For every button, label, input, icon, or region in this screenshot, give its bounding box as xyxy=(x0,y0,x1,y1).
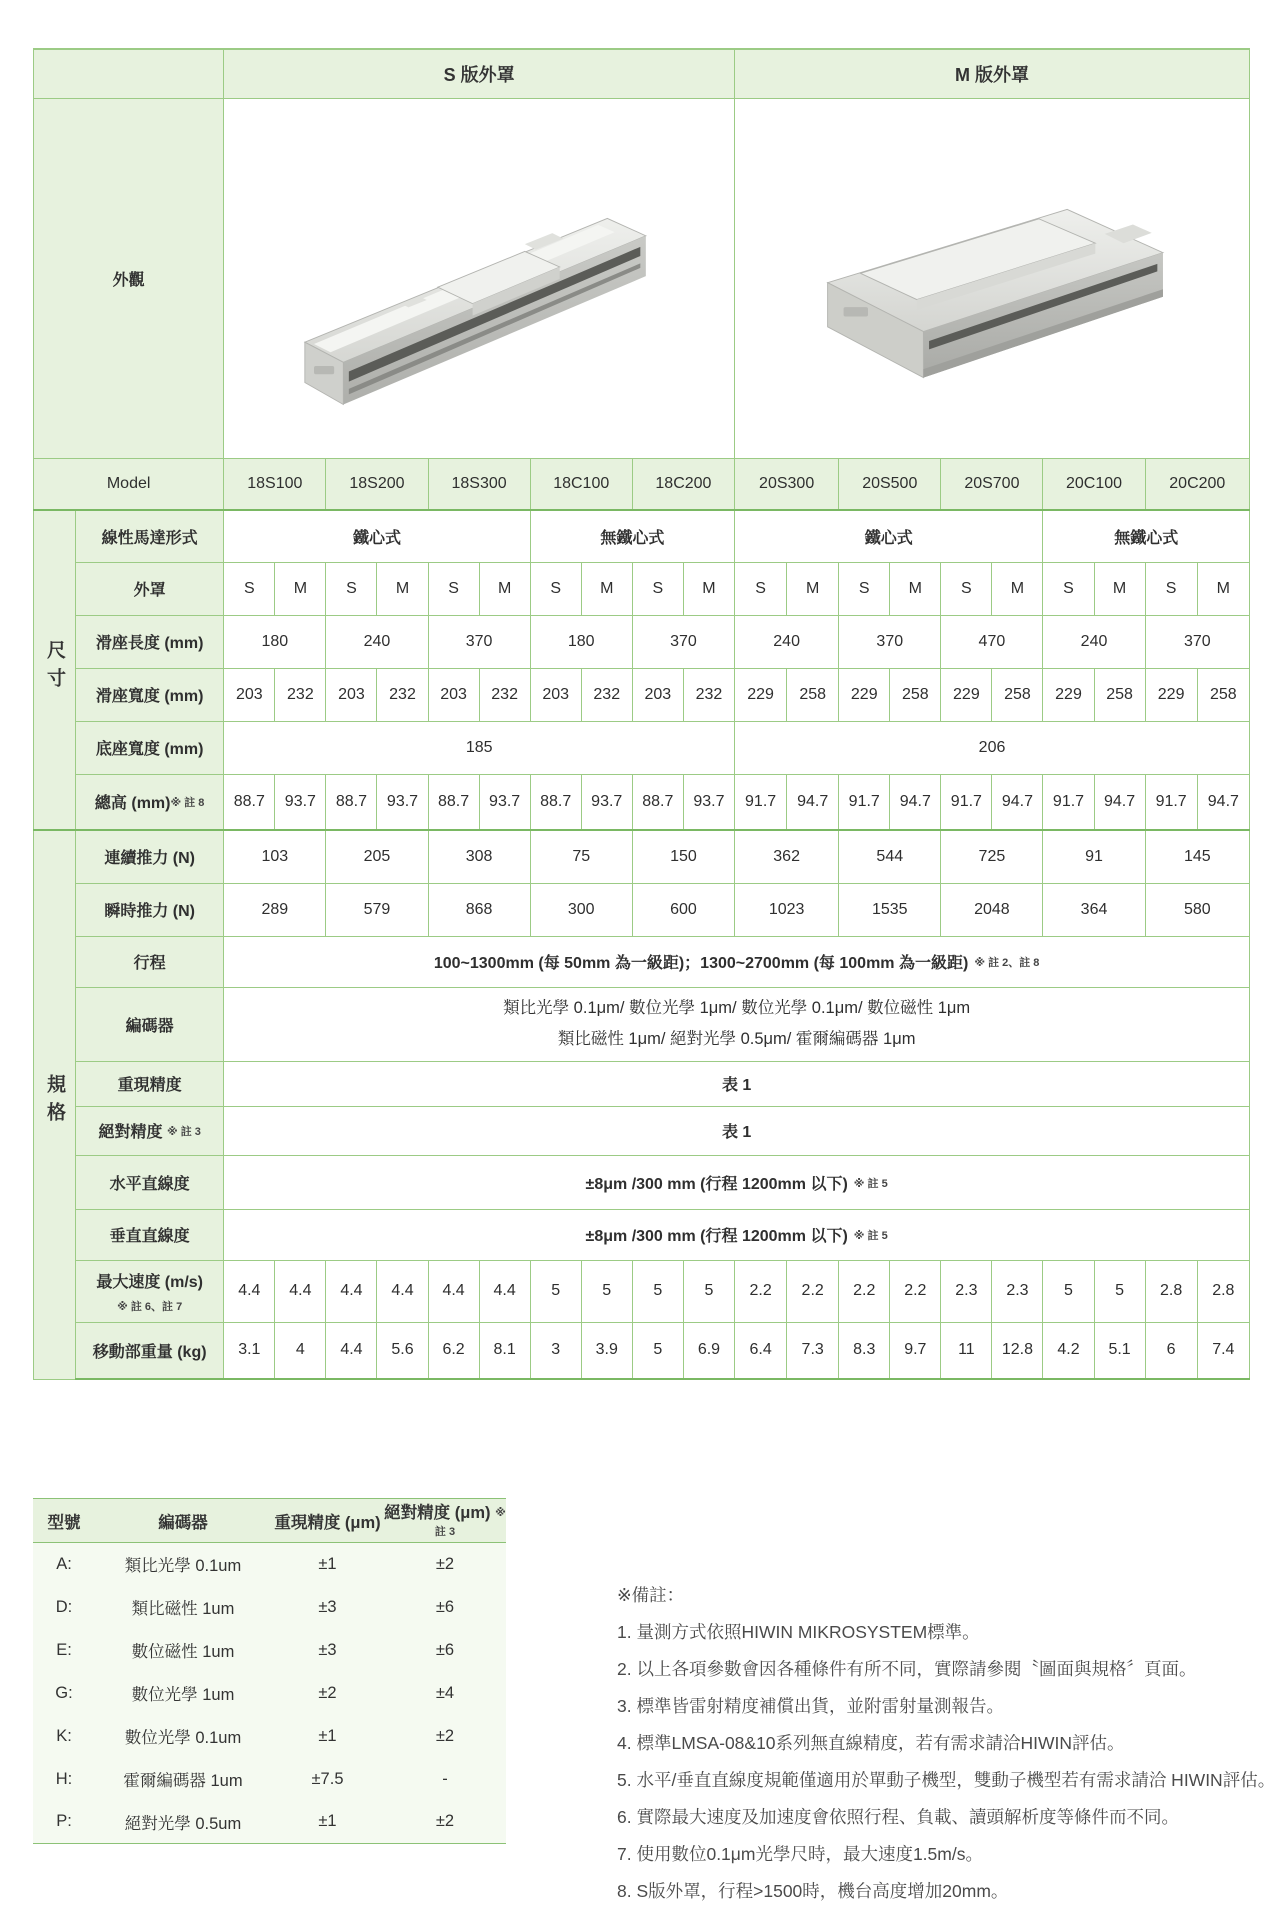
remark-item: 4. 標準LMSA-08&10系列無直線精度，若有需求請洽HIWIN評估。 xyxy=(617,1733,1125,1753)
value-cell: 4.2 xyxy=(1043,1322,1094,1379)
value-cell: 5 xyxy=(632,1260,683,1322)
col-header-encoder: 編碼器 xyxy=(95,1499,271,1543)
encoder-code: H: xyxy=(33,1758,95,1801)
value-cell: S xyxy=(941,562,992,615)
value-cell: 725 xyxy=(941,830,1043,883)
value-cell: 6.4 xyxy=(735,1322,787,1379)
value-cell: 180 xyxy=(224,615,326,668)
value-cell: 370 xyxy=(632,615,734,668)
value-cell: 3 xyxy=(530,1322,581,1379)
value-cell: 3.1 xyxy=(224,1322,275,1379)
encoder-type: 霍爾編碼器 1um xyxy=(95,1758,271,1801)
value-cell: 12.8 xyxy=(992,1322,1043,1379)
value-cell: 4 xyxy=(275,1322,326,1379)
note-ref: ※ 註 2、註 8 xyxy=(974,957,1040,969)
product-photo-s-cell xyxy=(224,98,735,458)
value-cell: S xyxy=(735,562,787,615)
remark-item: 3. 標準皆雷射精度補償出貨，並附雷射量測報告。 xyxy=(617,1696,1004,1716)
value-cell: M xyxy=(890,562,941,615)
value-cell: 93.7 xyxy=(479,774,530,830)
value-cell: 93.7 xyxy=(377,774,428,830)
value-cell: 5 xyxy=(1094,1260,1145,1322)
abs-accuracy-value: - xyxy=(384,1758,506,1801)
remark-item: 2. 以上各項參數會因各種條件有所不同，實際請參閱〝圖面與規格〞頁面。 xyxy=(617,1659,1197,1679)
encoder-type: 類比光學 0.1um xyxy=(95,1543,271,1586)
value-cell: S xyxy=(224,562,275,615)
abs-accuracy-value: ±2 xyxy=(384,1715,506,1758)
remark-item: 6. 實際最大速度及加速度會依照行程、負載、讀頭解析度等條件而不同。 xyxy=(617,1807,1179,1827)
value-cell: 4.4 xyxy=(377,1260,428,1322)
remarks-block xyxy=(617,1577,1279,1910)
s-cover-title: S 版外罩 xyxy=(443,64,515,85)
row-label-encoder: 編碼器 xyxy=(76,987,224,1061)
value-cell: 1535 xyxy=(839,883,941,936)
value-cell: 370 xyxy=(428,615,530,668)
value-cell: 370 xyxy=(1145,615,1249,668)
abs-accuracy-value: ±2 xyxy=(384,1801,506,1844)
note-ref: ※ 註 8 xyxy=(170,797,205,810)
value-cell: 7.4 xyxy=(1197,1322,1249,1379)
model-name: 18S100 xyxy=(224,458,326,510)
encoder-options-line2: 類比磁性 1μm/ 絕對光學 0.5μm/ 霍爾編碼器 1μm xyxy=(557,1030,916,1048)
value-cell: 2.3 xyxy=(992,1260,1043,1322)
value-cell: 205 xyxy=(326,830,428,883)
encoder-type: 絕對光學 0.5um xyxy=(95,1801,271,1844)
remark-item: 8. S版外罩，行程>1500時，機台高度增加20mm。 xyxy=(617,1881,1009,1901)
value-cell: 2048 xyxy=(941,883,1043,936)
value-cell: 9.7 xyxy=(890,1322,941,1379)
value-cell: 300 xyxy=(530,883,632,936)
value-cell: 94.7 xyxy=(787,774,839,830)
table-row xyxy=(33,1758,506,1801)
main-spec-table xyxy=(33,48,1250,1380)
value-cell: 鐵心式 xyxy=(224,510,530,562)
table-row xyxy=(33,1672,506,1715)
value-cell: 229 xyxy=(839,668,890,721)
row-encoder xyxy=(34,987,1250,1061)
abs-accuracy-value: ±2 xyxy=(384,1543,506,1586)
col-header-code: 型號 xyxy=(33,1499,95,1543)
value-cell: M xyxy=(1094,562,1145,615)
note-ref: ※ 註 5 xyxy=(853,1230,888,1242)
note-ref: ※ 註 6、註 7 xyxy=(117,1300,183,1313)
value-cell: S xyxy=(530,562,581,615)
row-repeatability xyxy=(34,1061,1250,1106)
value-cell: 93.7 xyxy=(581,774,632,830)
model-name: 20S500 xyxy=(839,458,941,510)
value-cell: 180 xyxy=(530,615,632,668)
value-cell: 203 xyxy=(326,668,377,721)
abs-accuracy-value: ±6 xyxy=(384,1586,506,1629)
value-cell: M xyxy=(377,562,428,615)
value-cell: 94.7 xyxy=(1197,774,1249,830)
remark-item: 5. 水平/垂直直線度規範僅適用於單動子機型，雙動子機型若有需求請洽 HIWIN評估。 xyxy=(617,1770,1276,1790)
value-cell: ±8μm /300 mm (行程 1200mm 以下) ※ 註 5 xyxy=(224,1155,1250,1209)
value-cell: 240 xyxy=(735,615,839,668)
model-row xyxy=(34,458,1250,510)
value-cell: M xyxy=(479,562,530,615)
value-cell: 5 xyxy=(683,1260,734,1322)
value-cell: 100~1300mm (每 50mm 為一級距)；1300~2700mm (每 100mm 為一級距) ※ 註 2、註 8 xyxy=(224,936,1250,987)
repeatability-value: ±3 xyxy=(271,1586,384,1629)
appearance-row xyxy=(34,98,1250,458)
value-cell: 5.1 xyxy=(1094,1322,1145,1379)
product-image-m xyxy=(757,123,1227,433)
row-slider-length xyxy=(34,615,1250,668)
value-cell: M xyxy=(275,562,326,615)
value-cell: 88.7 xyxy=(428,774,479,830)
value-cell: 8.1 xyxy=(479,1322,530,1379)
row-label-abs-accuracy: 絕對精度 ※ 註 3 xyxy=(76,1106,224,1155)
repeatability-value: ±7.5 xyxy=(271,1758,384,1801)
value-cell: 4.4 xyxy=(326,1322,377,1379)
value-cell: 258 xyxy=(1094,668,1145,721)
value-cell: 2.3 xyxy=(941,1260,992,1322)
row-v-straightness xyxy=(34,1209,1250,1260)
col-header-abs-accuracy: 絕對精度 (μm) ※ 註 3 xyxy=(384,1499,506,1543)
value-cell: 表 1 xyxy=(224,1106,1250,1155)
value-cell: S xyxy=(839,562,890,615)
value-cell: 4.4 xyxy=(479,1260,530,1322)
repeatability-value: ±1 xyxy=(271,1715,384,1758)
value-cell: 無鐵心式 xyxy=(530,510,734,562)
value-cell: 94.7 xyxy=(992,774,1043,830)
value-cell: 1023 xyxy=(735,883,839,936)
repeatability-value: ±1 xyxy=(271,1801,384,1844)
row-label-base-width: 底座寬度 (mm) xyxy=(76,721,224,774)
model-name: 18S300 xyxy=(428,458,530,510)
value-cell: 232 xyxy=(683,668,734,721)
value-cell: 2.2 xyxy=(787,1260,839,1322)
value-cell: 無鐵心式 xyxy=(1043,510,1250,562)
value-cell: 258 xyxy=(992,668,1043,721)
value-cell: 103 xyxy=(224,830,326,883)
value-cell: 91.7 xyxy=(941,774,992,830)
model-name: 20S300 xyxy=(735,458,839,510)
value-cell: 258 xyxy=(890,668,941,721)
value-cell: S xyxy=(428,562,479,615)
value-cell: 93.7 xyxy=(683,774,734,830)
row-label-max-speed: 最大速度 (m/s) ※ 註 6、註 7 xyxy=(76,1260,224,1322)
value-cell: 6 xyxy=(1145,1322,1197,1379)
value-cell: 2.2 xyxy=(735,1260,787,1322)
value-cell: 600 xyxy=(632,883,734,936)
encoder-accuracy-table xyxy=(33,1498,506,1844)
table-row xyxy=(33,1586,506,1629)
value-cell: 11 xyxy=(941,1322,992,1379)
value-cell: M xyxy=(683,562,734,615)
value-cell: 5 xyxy=(581,1260,632,1322)
m-cover-title: M 版外罩 xyxy=(955,64,1030,85)
value-cell: 232 xyxy=(377,668,428,721)
value-cell: S xyxy=(1145,562,1197,615)
row-stroke xyxy=(34,936,1250,987)
model-name: 18C200 xyxy=(632,458,734,510)
table-row xyxy=(33,1629,506,1672)
col-header-repeatability: 重現精度 (μm) xyxy=(271,1499,384,1543)
value-cell: 229 xyxy=(941,668,992,721)
row-label-moving-weight: 移動部重量 (kg) xyxy=(76,1322,224,1379)
value-cell: 364 xyxy=(1043,883,1145,936)
remark-item: 1. 量測方式依照HIWIN MIKROSYSTEM標準。 xyxy=(617,1622,980,1642)
value-cell: 6.9 xyxy=(683,1322,734,1379)
value-cell: 88.7 xyxy=(530,774,581,830)
value-cell: M xyxy=(787,562,839,615)
value-cell: 579 xyxy=(326,883,428,936)
value-cell: 868 xyxy=(428,883,530,936)
row-label-slider-length: 滑座長度 (mm) xyxy=(76,615,224,668)
section-label-specs: 規格 xyxy=(34,830,76,1379)
value-cell: 5 xyxy=(530,1260,581,1322)
encoder-code: K: xyxy=(33,1715,95,1758)
value-cell: 91.7 xyxy=(839,774,890,830)
value-cell: 232 xyxy=(479,668,530,721)
value-cell: 93.7 xyxy=(275,774,326,830)
value-cell: 308 xyxy=(428,830,530,883)
cover-header-row xyxy=(34,49,1250,98)
value-cell: 6.2 xyxy=(428,1322,479,1379)
value-cell: 229 xyxy=(735,668,787,721)
value-cell: 2.8 xyxy=(1145,1260,1197,1322)
value-cell: 88.7 xyxy=(632,774,683,830)
encoder-type: 數位光學 1um xyxy=(95,1672,271,1715)
value-cell: 150 xyxy=(632,830,734,883)
value-cell: M xyxy=(992,562,1043,615)
model-name: 20S700 xyxy=(941,458,1043,510)
row-label-repeatability: 重現精度 xyxy=(76,1061,224,1106)
product-photo-m-cell xyxy=(735,98,1250,458)
value-cell: 94.7 xyxy=(1094,774,1145,830)
repeatability-value: ±2 xyxy=(271,1672,384,1715)
value-cell: 4.4 xyxy=(326,1260,377,1322)
value-cell: 544 xyxy=(839,830,941,883)
encoder-code: P: xyxy=(33,1801,95,1844)
row-h-straightness xyxy=(34,1155,1250,1209)
m-cover-header xyxy=(735,49,1250,98)
s-cover-header xyxy=(224,49,735,98)
value-cell: 3.9 xyxy=(581,1322,632,1379)
row-label-slider-width: 滑座寬度 (mm) xyxy=(76,668,224,721)
row-abs-accuracy xyxy=(34,1106,1250,1155)
row-label-total-height: 總高 (mm)※ 註 8 xyxy=(76,774,224,830)
value-cell: 91.7 xyxy=(1043,774,1094,830)
encoder-type: 數位磁性 1um xyxy=(95,1629,271,1672)
value-cell: 145 xyxy=(1145,830,1249,883)
value-cell: 232 xyxy=(581,668,632,721)
value-cell: 185 xyxy=(224,721,735,774)
model-name: 18S200 xyxy=(326,458,428,510)
encoder-code: D: xyxy=(33,1586,95,1629)
row-cont-force xyxy=(34,830,1250,883)
value-cell: 258 xyxy=(787,668,839,721)
value-cell: 203 xyxy=(632,668,683,721)
model-name: 20C200 xyxy=(1145,458,1249,510)
encoder-type: 類比磁性 1um xyxy=(95,1586,271,1629)
row-label-stroke: 行程 xyxy=(76,936,224,987)
repeatability-value: ±3 xyxy=(271,1629,384,1672)
table-row xyxy=(33,1715,506,1758)
value-cell: 8.3 xyxy=(839,1322,890,1379)
value-cell: 4.4 xyxy=(224,1260,275,1322)
row-peak-force xyxy=(34,883,1250,936)
row-label-peak-force: 瞬時推力 (N) xyxy=(76,883,224,936)
value-cell: 229 xyxy=(1145,668,1197,721)
value-cell: 232 xyxy=(275,668,326,721)
value-cell: 370 xyxy=(839,615,941,668)
model-name: 20C100 xyxy=(1043,458,1145,510)
value-cell: 203 xyxy=(530,668,581,721)
note-ref: ※ 註 5 xyxy=(853,1177,888,1190)
note-ref: ※ 註 3 xyxy=(166,1126,201,1138)
value-cell: S xyxy=(632,562,683,615)
value-cell: 4.4 xyxy=(428,1260,479,1322)
value-cell: 5 xyxy=(1043,1260,1094,1322)
row-label-cover: 外罩 xyxy=(76,562,224,615)
value-cell: 5 xyxy=(632,1322,683,1379)
encoder-code: E: xyxy=(33,1629,95,1672)
value-cell xyxy=(224,987,1250,1061)
value-cell: 88.7 xyxy=(326,774,377,830)
value-cell: ±8μm /300 mm (行程 1200mm 以下) ※ 註 5 xyxy=(224,1209,1250,1260)
value-cell: 表 1 xyxy=(224,1061,1250,1106)
value-cell: 88.7 xyxy=(224,774,275,830)
value-cell: M xyxy=(1197,562,1249,615)
encoder-code: A: xyxy=(33,1543,95,1586)
remark-item: 7. 使用數位0.1μm光學尺時，最大速度1.5m/s。 xyxy=(617,1844,983,1864)
row-label-motor-type: 線性馬達形式 xyxy=(76,510,224,562)
row-motor-type xyxy=(34,510,1250,562)
value-cell: 203 xyxy=(224,668,275,721)
value-cell: 75 xyxy=(530,830,632,883)
row-moving-weight xyxy=(34,1322,1250,1379)
value-cell: 240 xyxy=(326,615,428,668)
encoder-table-header xyxy=(33,1499,506,1543)
appearance-label: 外觀 xyxy=(34,98,224,458)
model-row-label: Model xyxy=(34,458,224,510)
value-cell: 289 xyxy=(224,883,326,936)
encoder-type: 數位光學 0.1um xyxy=(95,1715,271,1758)
table-row xyxy=(33,1543,506,1586)
value-cell: 2.8 xyxy=(1197,1260,1249,1322)
remarks-title: ※備註： xyxy=(617,1585,685,1605)
value-cell: 206 xyxy=(735,721,1250,774)
model-name: 18C100 xyxy=(530,458,632,510)
value-cell: S xyxy=(1043,562,1094,615)
value-cell: 鐵心式 xyxy=(735,510,1043,562)
repeatability-value: ±1 xyxy=(271,1543,384,1586)
value-cell: 229 xyxy=(1043,668,1094,721)
value-cell: S xyxy=(326,562,377,615)
encoder-options-line1: 類比光學 0.1μm/ 數位光學 1μm/ 數位光學 0.1μm/ 數位磁性 1μm xyxy=(503,999,971,1017)
row-slider-width xyxy=(34,668,1250,721)
value-cell: 5.6 xyxy=(377,1322,428,1379)
abs-accuracy-value: ±6 xyxy=(384,1629,506,1672)
value-cell: 2.2 xyxy=(890,1260,941,1322)
corner-cell xyxy=(34,49,224,98)
value-cell: 91.7 xyxy=(735,774,787,830)
encoder-code: G: xyxy=(33,1672,95,1715)
value-cell: M xyxy=(581,562,632,615)
row-max-speed xyxy=(34,1260,1250,1322)
value-cell: 258 xyxy=(1197,668,1249,721)
table-row xyxy=(33,1801,506,1844)
value-cell: 94.7 xyxy=(890,774,941,830)
value-cell: 4.4 xyxy=(275,1260,326,1322)
value-cell: 203 xyxy=(428,668,479,721)
row-label-h-straightness: 水平直線度 xyxy=(76,1155,224,1209)
row-cover xyxy=(34,562,1250,615)
value-cell: 91.7 xyxy=(1145,774,1197,830)
value-cell: 7.3 xyxy=(787,1322,839,1379)
row-total-height xyxy=(34,774,1250,830)
row-label-cont-force: 連續推力 (N) xyxy=(76,830,224,883)
row-base-width xyxy=(34,721,1250,774)
value-cell: 362 xyxy=(735,830,839,883)
note-ref: ※ 註 3 xyxy=(434,1507,506,1538)
value-cell: 580 xyxy=(1145,883,1249,936)
value-cell: 91 xyxy=(1043,830,1145,883)
abs-accuracy-value: ±4 xyxy=(384,1672,506,1715)
value-cell: 240 xyxy=(1043,615,1145,668)
value-cell: 470 xyxy=(941,615,1043,668)
section-label-dimensions: 尺寸 xyxy=(34,510,76,830)
product-image-s xyxy=(244,113,714,443)
value-cell: 2.2 xyxy=(839,1260,890,1322)
row-label-v-straightness: 垂直直線度 xyxy=(76,1209,224,1260)
